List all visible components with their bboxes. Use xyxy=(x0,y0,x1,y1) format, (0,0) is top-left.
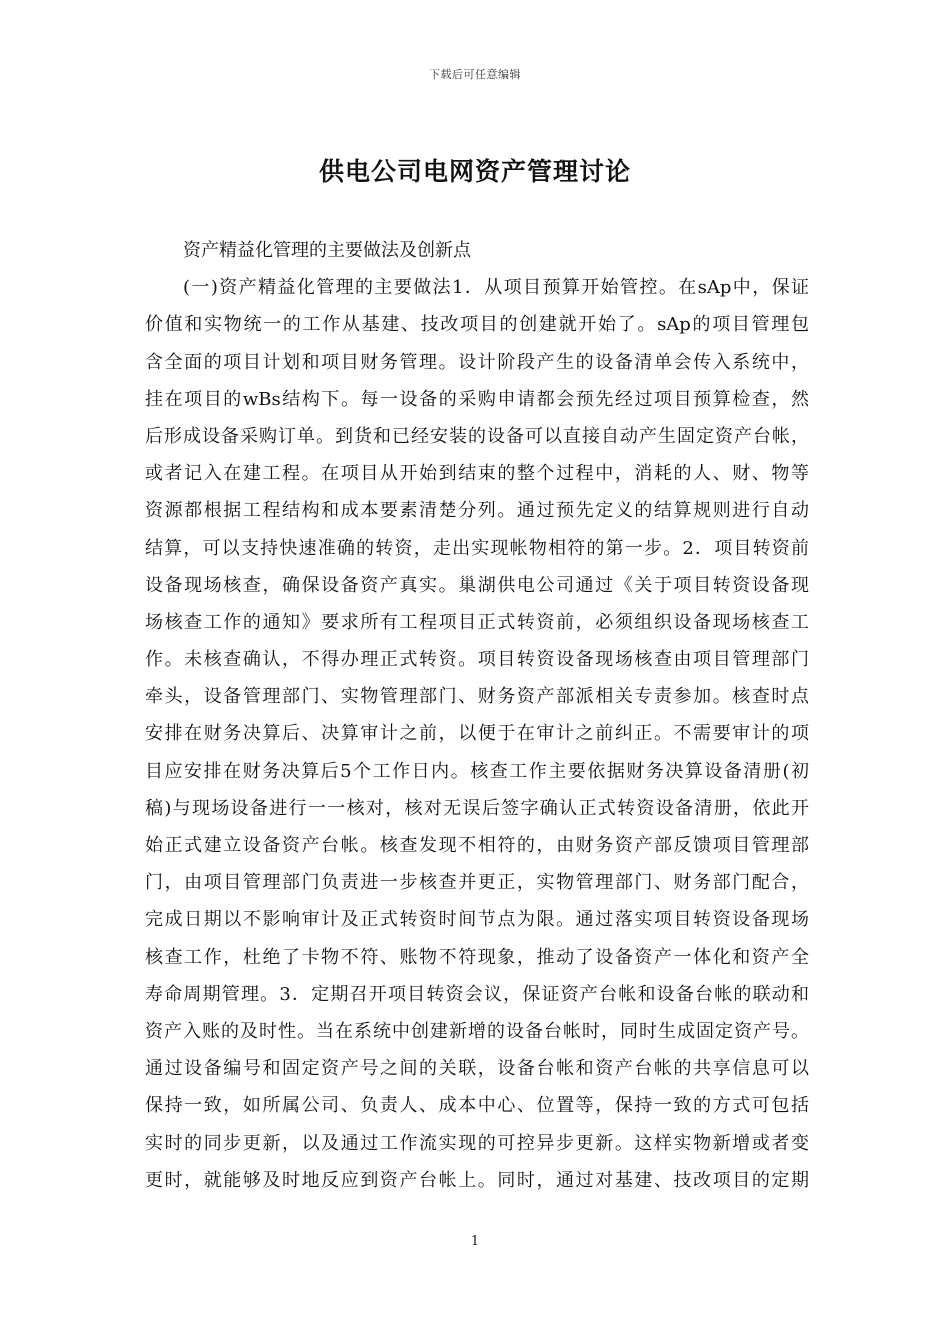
body-line: 牵头，设备管理部门、实物管理部门、财务资产部派相关专责参加。核查时点 xyxy=(145,686,809,708)
page-header-note: 下载后可任意编辑 xyxy=(429,68,521,81)
body-line: 始正式建立设备资产台帐。核查发现不相符的，由财务资产部反馈项目管理部 xyxy=(145,835,809,856)
body-line: 目应安排在财务决算后5个工作日内。核查工作主要依据财务决算设备清册(初 xyxy=(145,760,809,782)
subheading: 资产精益化管理的主要做法及创新点 xyxy=(183,240,471,261)
body-line: 门，由项目管理部门负责进一步核查并更正，实物管理部门、财务部门配合， xyxy=(145,872,809,894)
body-line: 设备现场核查，确保设备资产真实。巢湖供电公司通过《关于项目转资设备现 xyxy=(145,574,809,596)
body-line: 核查工作，杜绝了卡物不符、账物不符现象，推动了设备资产一体化和资产全 xyxy=(145,946,809,968)
body-line: 保持一致，如所属公司、负责人、成本中心、位置等，保持一致的方式可包括 xyxy=(145,1095,809,1117)
body-line: 更时，就能够及时地反应到资产台帐上。同时，通过对基建、技改项目的定期 xyxy=(145,1169,809,1191)
body-line: 作。未核查确认，不得办理正式转资。项目转资设备现场核查由项目管理部门 xyxy=(145,649,809,671)
body-line: 或者记入在建工程。在项目从开始到结束的整个过程中，消耗的人、财、物等 xyxy=(145,463,809,485)
body-line: 挂在项目的wBs结构下。每一设备的采购申请都会预先经过项目预算检查，然 xyxy=(145,388,809,410)
body-line: 含全面的项目计划和项目财务管理。设计阶段产生的设备清单会传入系统中， xyxy=(145,351,809,373)
body-line: 价值和实物统一的工作从基建、技改项目的创建就开始了。sAp的项目管理包 xyxy=(145,314,809,336)
body-line: 资产入账的及时性。当在系统中创建新增的设备台帐时，同时生成固定资产号。 xyxy=(145,1020,809,1042)
body-line: 后形成设备采购订单。到货和已经安装的设备可以直接自动产生固定资产台帐， xyxy=(145,425,809,447)
body-line: 资源都根据工程结构和成本要素清楚分列。通过预先定义的结算规则进行自动 xyxy=(145,500,809,522)
body-line: 实时的同步更新，以及通过工作流实现的可控异步更新。这样实物新增或者变 xyxy=(145,1132,809,1154)
body-line: 稿)与现场设备进行一一核对，核对无误后签字确认正式转资设备清册，依此开 xyxy=(145,797,809,819)
body-line: 通过设备编号和固定资产号之间的关联，设备台帐和资产台帐的共享信息可以 xyxy=(145,1058,809,1080)
body-line: (一)资产精益化管理的主要做法1．从项目预算开始管控。在sAp中，保证 xyxy=(183,277,809,299)
body-line: 寿命周期管理。3．定期召开项目转资会议，保证资产台帐和设备台帐的联动和 xyxy=(145,983,809,1005)
document-body xyxy=(145,232,809,1199)
page-number: 1 xyxy=(470,1234,480,1249)
body-line: 结算，可以支持快速准确的转资，走出实现帐物相符的第一步。2．项目转资前 xyxy=(145,537,809,559)
body-line: 安排在财务决算后、决算审计之前，以便于在审计之前纠正。不需要审计的项 xyxy=(145,723,809,745)
body-line: 场核查工作的通知》要求所有工程项目正式转资前，必须组织设备现场核查工 xyxy=(145,611,809,633)
document-title: 供电公司电网资产管理讨论 xyxy=(318,157,631,186)
body-line: 完成日期以不影响审计及正式转资时间节点为限。通过落实项目转资设备现场 xyxy=(145,909,809,931)
